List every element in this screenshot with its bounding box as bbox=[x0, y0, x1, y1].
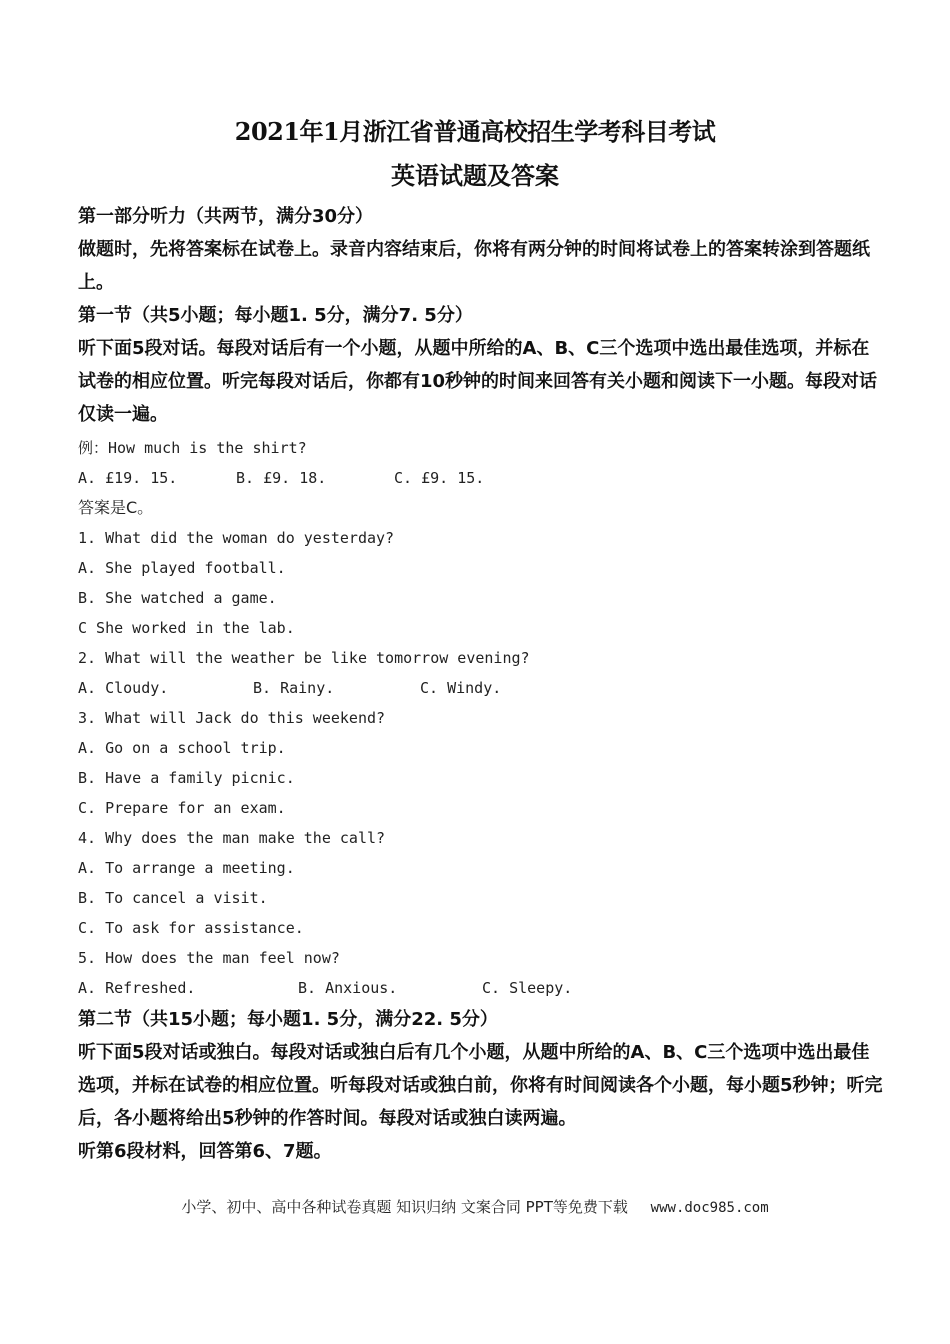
document-subtitle: 英语试题及答案 bbox=[391, 161, 559, 190]
example-options bbox=[78, 463, 886, 493]
question-5-stem: 5. How does the man feel now? bbox=[78, 949, 340, 967]
example-answer: 答案是C。 bbox=[78, 498, 154, 517]
section2-heading: 第二节（共15小题；每小题1. 5分，满分22. 5分） bbox=[78, 1009, 498, 1030]
question-3-option-b: B. Have a family picnic. bbox=[78, 769, 295, 787]
question-2-stem: 2. What will the weather be like tomorrow evening? bbox=[78, 649, 530, 667]
footer-text: 小学、初中、高中各种试卷真题 知识归纳 文案合同 PPT等免费下载 bbox=[181, 1198, 628, 1216]
question-1-option-b: B. She watched a game. bbox=[78, 589, 277, 607]
section2-instruction: 听下面5段对话或独白。每段对话或独白后有几个小题，从题中所给的A、B、C三个选项中选出最佳选项，并标在试卷的相应位置。听每段对话或独白前，你将有时间阅读各个小题，每小题5秒钟；听完后，各小题将给出5秒钟的作答时间。每段对话或独白读两遍。 bbox=[78, 1042, 883, 1129]
question-3-option-c: C. Prepare for an exam. bbox=[78, 799, 286, 817]
question-2-options bbox=[78, 673, 886, 703]
document-title: 2021年1月浙江省普通高校招生学考科目考试 bbox=[234, 117, 716, 146]
footer-url[interactable]: www.doc985.com bbox=[650, 1200, 769, 1216]
question-4-option-a: A. To arrange a meeting. bbox=[78, 859, 295, 877]
question-5-option-b: B. Anxious. bbox=[298, 979, 398, 997]
question-1-stem: 1. What did the woman do yesterday? bbox=[78, 529, 395, 547]
question-2-option-a: A. Cloudy. bbox=[78, 679, 169, 697]
part1-heading: 第一部分听力（共两节，满分30分） bbox=[78, 206, 374, 227]
question-3-stem: 3. What will Jack do this weekend? bbox=[78, 709, 386, 727]
example-option-c: C. £9. 15. bbox=[394, 469, 485, 487]
question-4-stem: 4. Why does the man make the call? bbox=[78, 829, 386, 847]
question-3-option-a: A. Go on a school trip. bbox=[78, 739, 286, 757]
question-5-options bbox=[78, 973, 886, 1003]
question-2-option-b: B. Rainy. bbox=[253, 679, 335, 697]
page-footer bbox=[0, 1196, 950, 1217]
question-5-option-c: C. Sleepy. bbox=[482, 979, 573, 997]
example-option-b: B. £9. 18. bbox=[236, 469, 327, 487]
question-1-option-a: A. She played football. bbox=[78, 559, 286, 577]
example-question: 例：How much is the shirt? bbox=[78, 439, 307, 457]
document-body bbox=[78, 200, 886, 1168]
question-4-option-c: C. To ask for assistance. bbox=[78, 919, 304, 937]
question-4-option-b: B. To cancel a visit. bbox=[78, 889, 268, 907]
question-5-option-a: A. Refreshed. bbox=[78, 979, 196, 997]
section1-heading: 第一节（共5小题；每小题1. 5分，满分7. 5分） bbox=[78, 305, 473, 326]
part1-instruction: 做题时，先将答案标在试卷上。录音内容结束后，你将有两分钟的时间将试卷上的答案转涂到答题纸上。 bbox=[78, 239, 870, 293]
example-option-a: A. £19. 15. bbox=[78, 469, 178, 487]
section2-material: 听第6段材料，回答第6、7题。 bbox=[78, 1141, 332, 1162]
section1-instruction: 听下面5段对话。每段对话后有一个小题，从题中所给的A、B、C三个选项中选出最佳选项，并标在试卷的相应位置。听完每段对话后，你都有10秒钟的时间来回答有关小题和阅读下一小题。每段对话仅读一遍。 bbox=[78, 338, 878, 425]
question-2-option-c: C. Windy. bbox=[420, 679, 502, 697]
question-1-option-c: C She worked in the lab. bbox=[78, 619, 295, 637]
